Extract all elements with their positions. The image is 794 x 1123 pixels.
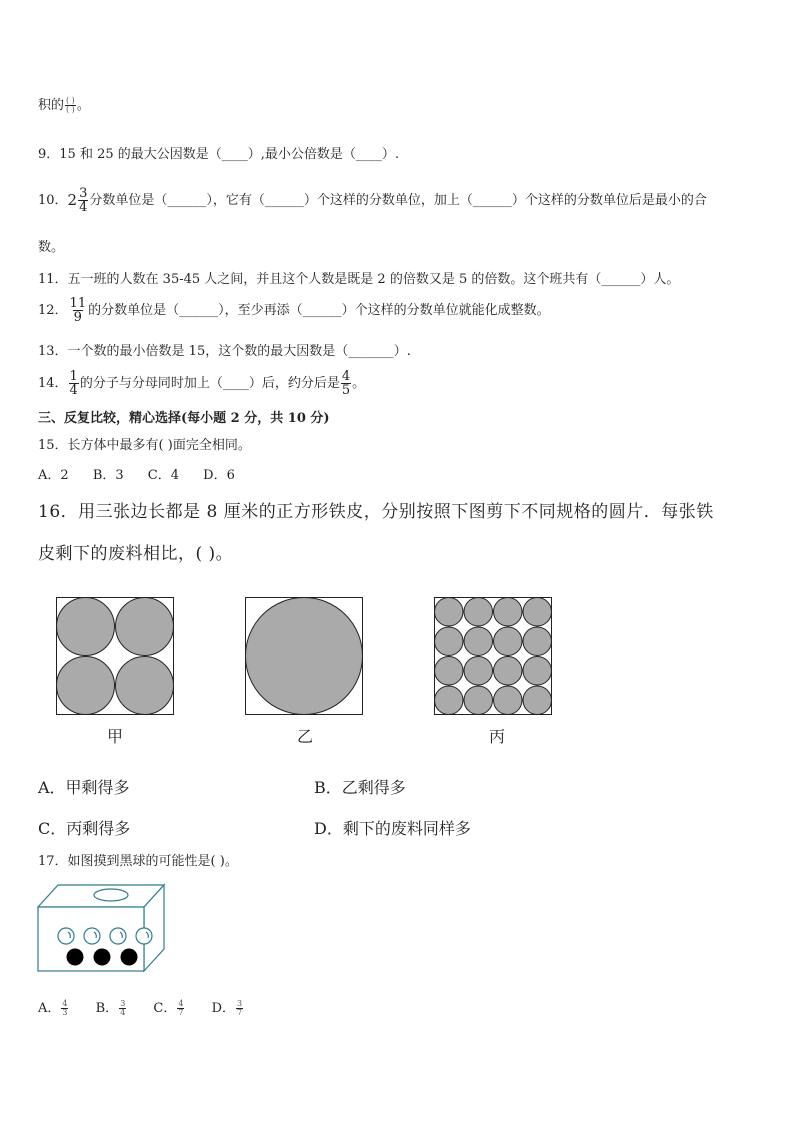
- q15-options: [38, 469, 235, 482]
- q15-option-b[interactable]: B．3: [92, 468, 124, 483]
- cut-circle: [523, 657, 552, 686]
- q17-a-den: 3: [62, 1008, 68, 1017]
- q14-number: 14．: [38, 376, 68, 391]
- question-17: 17．如图摸到黑球的可能性是( )。: [38, 854, 238, 869]
- q14-frac1-num: 1: [69, 369, 78, 384]
- q10-text: 分数单位是（______），它有（______）个这样的分数单位，加上（______）个这样的分数单位后是最小的合: [89, 193, 707, 208]
- q17-option-b-label: B．: [95, 1001, 119, 1016]
- q15-option-a[interactable]: A．2: [38, 468, 69, 483]
- cut-circle: [494, 657, 523, 686]
- q17-options: [38, 1000, 244, 1017]
- q16-option-d[interactable]: D．剩下的废料同样多: [314, 819, 471, 838]
- q8-blank-fraction: [65, 97, 76, 114]
- q8-frac-num: ( ): [66, 96, 75, 105]
- cut-circle: [435, 627, 464, 656]
- cut-circle: [435, 686, 464, 715]
- q12-frac-num: 11: [69, 296, 87, 311]
- q17-option-a-fraction: [61, 1000, 68, 1017]
- q17-option-d-fraction: [236, 1000, 243, 1017]
- q10-mixed-number: [68, 187, 90, 214]
- cut-circle: [116, 657, 174, 715]
- q12-number: 12．: [38, 303, 68, 318]
- cut-circle: [494, 627, 523, 656]
- q17-b-den: 4: [120, 1008, 126, 1017]
- white-ball: [84, 928, 100, 944]
- q8-tail-end: 。: [76, 98, 90, 113]
- ball-box-figure: [36, 881, 166, 974]
- q16-option-c[interactable]: C．丙剩得多: [38, 819, 131, 838]
- white-ball: [58, 928, 74, 944]
- question-9: 9．15 和 25 的最大公因数是（____）,最小公倍数是（____）.: [38, 147, 400, 162]
- q17-c-num: 4: [178, 999, 184, 1008]
- q8-tail-text: 积的: [38, 98, 65, 113]
- cut-circle: [464, 627, 493, 656]
- question-12: [38, 297, 550, 324]
- q17-b-num: 3: [120, 999, 126, 1008]
- figure-bing: [434, 597, 552, 715]
- question-16-line-2: 皮剩下的废料相比，( )。: [38, 544, 234, 564]
- cut-circle: [57, 598, 115, 656]
- q17-a-num: 4: [62, 999, 68, 1008]
- figure-yi-circles: [246, 598, 363, 715]
- box-slot: [94, 889, 128, 901]
- q17-option-a-label: A．: [38, 1001, 61, 1016]
- caption-jia: 甲: [107, 727, 124, 746]
- figure-bing-circles: [435, 598, 552, 715]
- question-11: 11．五一班的人数在 35-45 人之间，并且这个人数是既是 2 的倍数又是 5 的倍数。这个班共有（______）人。: [38, 272, 680, 287]
- q14-frac1-den: 4: [69, 383, 78, 398]
- q14-text: 的分子与分母同时加上（____）后，约分后是: [79, 376, 340, 391]
- cut-circle: [246, 598, 363, 715]
- q8-frac-den: ( ): [66, 105, 75, 114]
- black-ball: [67, 949, 84, 966]
- q14-frac2-den: 5: [341, 383, 351, 398]
- q15-option-c[interactable]: C．4: [147, 468, 179, 483]
- figure-jia-circles: [57, 598, 174, 715]
- question-15: 15．长方体中最多有( )面完全相同。: [38, 438, 251, 453]
- q17-d-num: 3: [237, 999, 243, 1008]
- question-10: [38, 187, 707, 214]
- q17-option-d[interactable]: [212, 1001, 245, 1016]
- q17-d-den: 7: [237, 1008, 243, 1017]
- question-16-line-1: 16．用三张边长都是 8 厘米的正方形铁皮，分别按照下图剪下不同规格的圆片．每张铁: [38, 502, 714, 522]
- cut-circle: [57, 657, 115, 715]
- q10-whole: 2: [67, 191, 78, 209]
- cut-circle: [464, 686, 493, 715]
- figure-jia: [56, 597, 174, 715]
- q12-fraction: [69, 297, 88, 324]
- figure-yi: [245, 597, 363, 715]
- cut-circle: [523, 627, 552, 656]
- white-ball: [110, 928, 126, 944]
- cut-circle: [116, 598, 174, 656]
- q16-option-b[interactable]: B．乙剩得多: [314, 778, 406, 797]
- q10-number: 10．: [38, 193, 68, 208]
- q17-option-b[interactable]: [96, 1001, 128, 1016]
- q8-tail: [38, 97, 90, 114]
- cut-circle: [464, 657, 493, 686]
- q14-frac2-num: 4: [341, 369, 351, 384]
- question-14: [38, 370, 365, 397]
- q17-c-den: 7: [178, 1008, 184, 1017]
- black-balls: [67, 949, 138, 966]
- cut-circle: [435, 657, 464, 686]
- cut-circle: [523, 686, 552, 715]
- q17-option-a[interactable]: [38, 1001, 69, 1016]
- q10-continuation: 数。: [38, 240, 65, 255]
- q10-frac-den: 4: [79, 200, 88, 215]
- q10-fraction: [78, 187, 88, 214]
- white-ball: [136, 928, 152, 944]
- cut-circle: [494, 686, 523, 715]
- cut-circle: [435, 598, 464, 627]
- cut-circle: [464, 598, 493, 627]
- q17-option-c-fraction: [177, 1000, 184, 1017]
- q12-frac-den: 9: [73, 310, 82, 325]
- q16-option-a[interactable]: A．甲剩得多: [38, 778, 130, 797]
- cut-circle: [523, 598, 552, 627]
- q10-frac-num: 3: [79, 186, 88, 201]
- black-ball: [121, 949, 138, 966]
- q14-fraction-1: [69, 370, 79, 397]
- caption-yi: 乙: [297, 727, 314, 746]
- q17-option-b-fraction: [119, 1000, 126, 1017]
- q14-end: 。: [352, 376, 366, 391]
- q15-option-d[interactable]: D．6: [203, 468, 235, 483]
- q12-text: 的分数单位是（______），至少再添（______）个这样的分数单位就能化成整数。: [88, 303, 550, 318]
- q17-option-c-label: C．: [153, 1001, 177, 1016]
- q14-fraction-2: [341, 370, 351, 397]
- q17-option-c[interactable]: [153, 1001, 185, 1016]
- black-ball: [94, 949, 111, 966]
- q17-option-d-label: D．: [211, 1001, 236, 1016]
- cut-circle: [494, 598, 523, 627]
- question-13: 13．一个数的最小倍数是 15，这个数的最大因数是（_______）.: [38, 344, 411, 359]
- section-3-heading: 三、反复比较，精心选择(每小题 2 分，共 10 分): [38, 411, 330, 426]
- caption-bing: 丙: [489, 727, 506, 746]
